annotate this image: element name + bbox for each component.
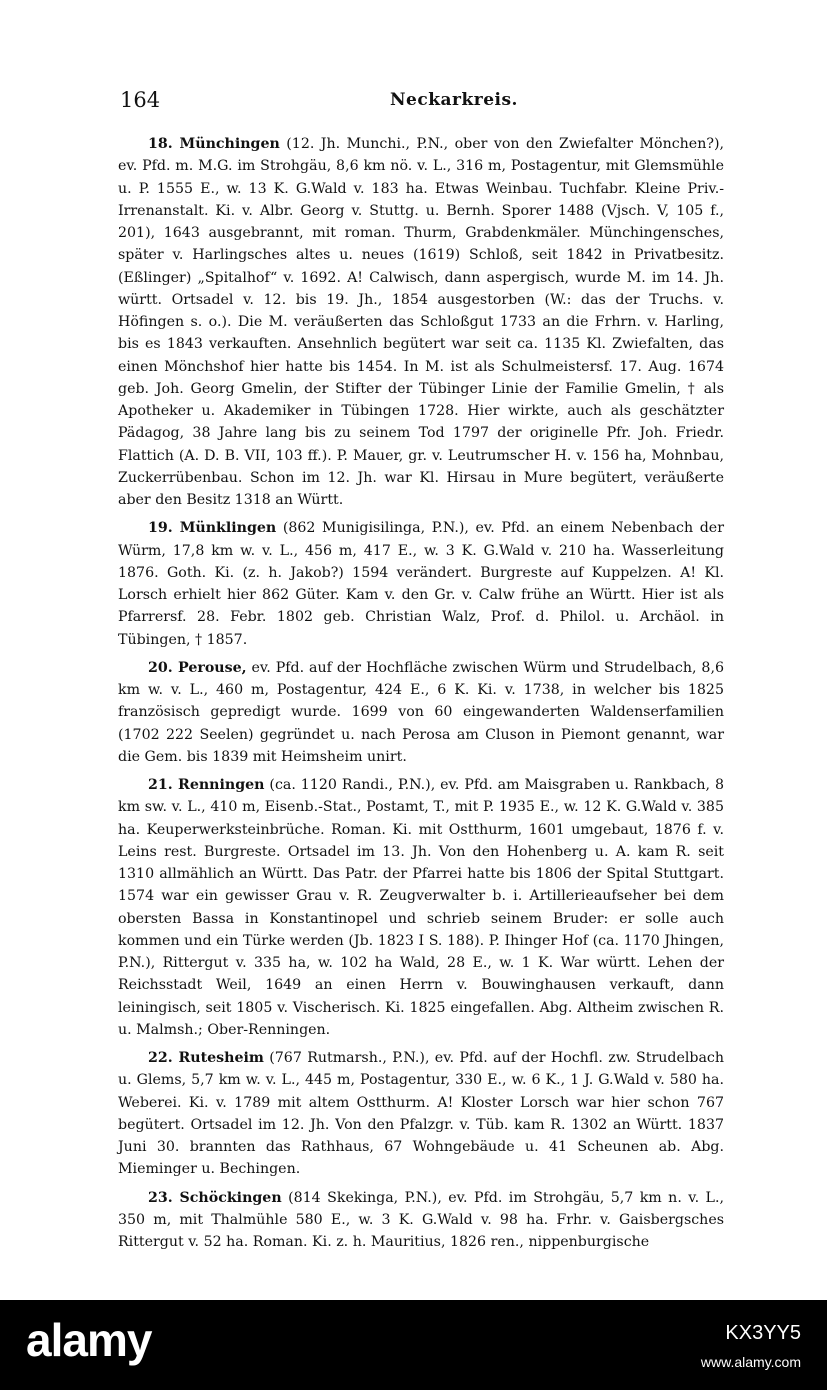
entry-text: (12. Jh. Munchi., P.N., ober von den Zwiefalter Mönchen?), ev. Pfd. m. M.G. im Strohgäu, 8,6 km nö. v. L., 316 m, Postagentur, mit Glemsmühle u. P. 1555 E., w. 13 K. G.Wald v. 183 ha. Etwas Weinbau. Tuchfabr. Kleine Priv.-Irrenanstalt. Ki. v. Albr. Georg v. Stuttg. u. Bernh. Sporer 1488 (Vjsch. V, 105 f., 201), 1643 ausgebrannt, mit roman. Thurm, Grabdenkmäler. Münchingensches, später v. Harlingsches altes u. neues (1619) Schloß, seit 1842 in Privatbesitz. (Eßlinger) „Spitalhof“ v. 1692. A! Calwisch, dann aspergisch, wurde M. im 14. Jh. württ. Ortsadel v. 12. bis 19. Jh., 1854 ausgestorben (W.: das der Truchs. v. Höfingen s. o.). Die M. veräußerten das Schloßgut 1733 an die Frhrn. v. Harling, bis es 1843 verkauften. Ansehnlich begütert war seit ca. 1135 Kl. Zwiefalten, das einen Mönchshof hier hatte bis 1454. In M. ist als Schulmeistersf. 17. Aug. 1674 geb. Joh. Georg Gmelin, der Stifter der Tübinger Linie der Familie Gmelin, † als Apotheker u. Akademiker in Tübingen 1728. Hier wirkte, auch als geschätzter Pädagog, 38 Jahre lang bis zu seinem Tod 1797 der originelle Pfr. Joh. Friedr. Flattich (A. D. B. VII, 103 ff.). P. Mauer, gr. v. Leutrumscher H. v. 156 ha, Mohnbau, Zuckerrübenbau. Schon im 12. Jh. war Kl. Hirsau in Mure begütert, veräußerte aber den Besitz 1318 an Württ.	[118, 136, 724, 508]
entry-heading: 18. Münchingen	[148, 136, 280, 152]
entry-schoeckingen	[118, 1187, 724, 1254]
entry-text: ev. Pfd. auf der Hochfläche zwischen Würm und Strudelbach, 8,6 km w. v. L., 460 m, Postagentur, 424 E., 6 K. Ki. v. 1738, in welcher bis 1825 französisch gepredigt wurde. 1699 von 60 eingewanderten Waldenserfamilien (1702 222 Seelen) gegründet u. nach Perosa am Cluson in Piemont genannt, war die Gem. bis 1839 mit Heimsheim unirt.	[118, 659, 724, 765]
entry-text: (814 Skekinga, P.N.), ev. Pfd. im Strohgäu, 5,7 km n. v. L., 350 m, mit Thalmühle 580 E., w. 3 K. G.Wald v. 98 ha. Frhr. v. Gaisbergsches Rittergut v. 52 ha. Roman. Ki. z. h. Mauritius, 1826 ren., nippenburgische	[118, 1189, 724, 1250]
entry-renningen	[118, 774, 724, 1041]
alamy-logo: alamy	[26, 1314, 152, 1366]
page-number: 164	[120, 88, 161, 112]
entry-text: (862 Munigisilinga, P.N.), ev. Pfd. an einem Nebenbach der Würm, 17,8 km w. v. L., 456 m, 417 E., w. 3 K. G.Wald v. 210 ha. Wasserleitung 1876. Goth. Ki. (z. h. Jakob?) 1594 verändert. Burgreste auf Kuppelzen. A! Kl. Lorsch erhielt hier 862 Güter. Kam v. den Gr. v. Calw frühe an Württ. Hier ist als Pfarrersf. 28. Febr. 1802 geb. Christian Walz, Prof. d. Philol. u. Archäol. in Tübingen, † 1857.	[118, 520, 724, 648]
gazetteer-text	[118, 133, 724, 1259]
entry-text: (ca. 1120 Randi., P.N.), ev. Pfd. am Maisgraben u. Rankbach, 8 km sw. v. L., 410 m, Eisenb.-Stat., Postamt, T., mit P. 1935 E., w. 12 K. G.Wald v. 385 ha. Keuperwerksteinbrüche. Roman. Ki. mit Ostthurm, 1601 umgebaut, 1876 f. v. Leins rest. Burgreste. Ortsadel im 13. Jh. Von den Hohenberg u. A. kam R. seit 1310 allmählich an Württ. Das Patr. der Pfarrei hatte bis 1806 der Spital Stuttgart. 1574 war ein gewisser Grau v. R. Zeugverwalter b. i. Artillerieaufseher bei dem obersten Bassa in Konstantinopel und schrieb seinem Bruder: er solle auch kommen und ein Türke werden (Jb. 1823 I S. 188). P. Ihinger Hof (ca. 1170 Jhingen, P.N.), Rittergut v. 335 ha, w. 102 ha Wald, 28 E., w. 1 K. War württ. Lehen der Reichsstadt Weil, 1649 an einen Herrn v. Bouwinghausen verkauft, dann leiningisch, seit 1805 v. Vischerisch. Ki. 1825 eingefallen. Abg. Altheim zwischen R. u. Malmsh.; Ober-Renningen.	[118, 777, 725, 1038]
entry-rutesheim	[118, 1047, 724, 1181]
entry-heading: 23. Schöckingen	[148, 1189, 282, 1206]
entry-heading: 20. Perouse,	[148, 659, 247, 676]
entry-perouse	[118, 657, 724, 768]
stock-image-id: KX3YY5	[725, 1322, 801, 1344]
entry-muenklingen	[118, 517, 724, 651]
entry-muenchingen	[118, 133, 724, 511]
running-head: Neckarkreis.	[390, 90, 518, 110]
stock-url: www.alamy.com	[700, 1354, 801, 1370]
entry-text: (767 Rutmarsh., P.N.), ev. Pfd. auf der Hochfl. zw. Strudelbach u. Glems, 5,7 km w. v. L., 445 m, Postagentur, 330 E., w. 6 K., 1 J. G.Wald v. 580 ha. Weberei. Ki. v. 1789 mit altem Ostthurm. A! Kloster Lorsch war hier schon 767 begütert. Ortsadel im 12. Jh. Von den Pfalzgr. v. Tüb. kam R. 1302 an Württ. 1837 Juni 30. brannten das Rathhaus, 67 Wohngebäude u. 41 Scheunen ab. Abg. Mieminger u. Bechingen.	[118, 1050, 725, 1178]
entry-heading: 19. Münklingen	[148, 520, 277, 537]
entry-heading: 22. Rutesheim	[148, 1050, 264, 1066]
entry-heading: 21. Renningen	[148, 777, 265, 793]
